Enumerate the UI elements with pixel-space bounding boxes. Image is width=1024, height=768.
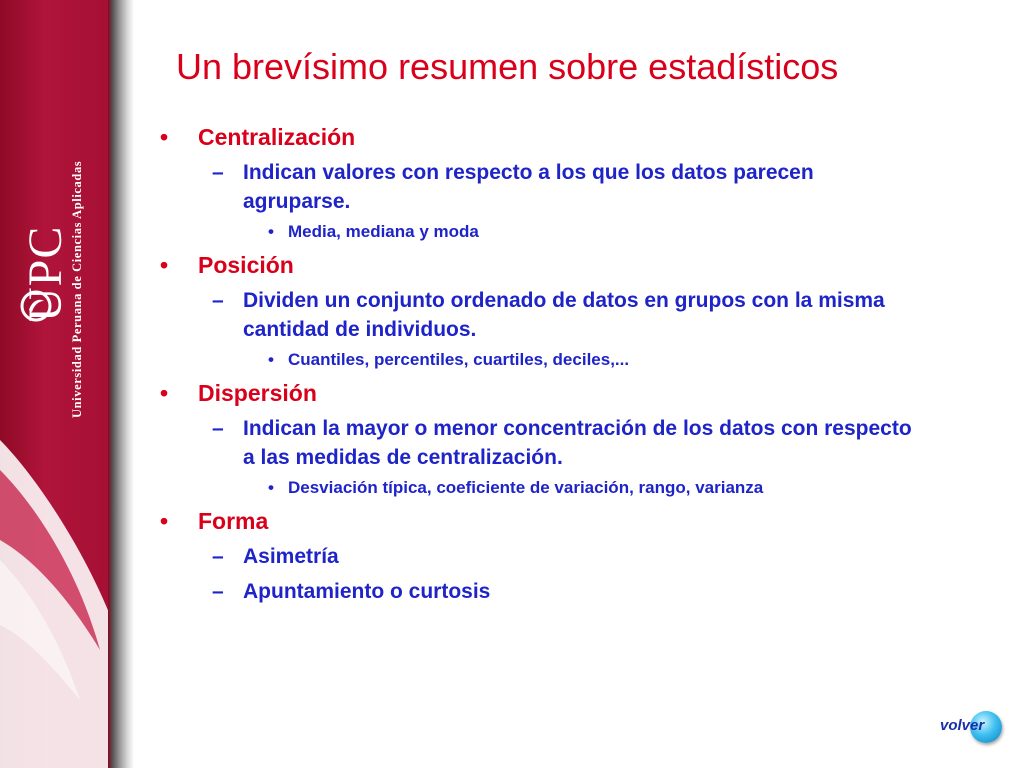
sidebar-brand-panel [0,0,112,768]
list-item-text: Apuntamiento o curtosis [243,580,491,603]
dash-icon: – [212,417,224,440]
sub-list-item-text: Desviación típica, coeficiente de variación, rango, varianza [288,478,764,497]
section-heading [160,250,920,280]
university-name: Universidad Peruana de Ciencias Aplicadas [70,160,84,418]
back-button-label: volver [940,717,985,734]
bullet-icon: • [160,380,169,406]
sub-list-item [160,220,920,244]
dash-icon: – [212,161,224,184]
list-item [160,414,920,472]
sub-list-item [160,476,920,500]
sub-list-item [160,348,920,372]
section-heading [160,122,920,152]
list-item [160,542,920,571]
small-bullet-icon: • [268,222,274,241]
sidebar-swoosh-decoration [0,0,112,768]
list-item [160,286,920,344]
sub-list-item-text: Media, mediana y moda [288,222,479,241]
slide-title: Un brevísimo resumen sobre estadísticos [176,46,839,87]
small-bullet-icon: • [268,478,274,497]
upc-logo-text: UPC [19,225,72,322]
section-heading-text: Forma [198,508,269,534]
dash-icon: – [212,289,224,312]
section-heading [160,378,920,408]
list-item [160,577,920,606]
list-item [160,158,920,216]
list-item-text: Asimetría [243,545,339,568]
slide-content [160,116,920,606]
section-heading-text: Centralización [198,124,356,150]
section-heading [160,506,920,536]
list-item-text: Indican valores con respecto a los que los datos parecen agruparse. [243,161,814,213]
sub-list-item-text: Cuantiles, percentiles, cuartiles, deciles,... [288,350,630,369]
back-button[interactable] [934,707,1010,747]
list-item-text: Dividen un conjunto ordenado de datos en grupos con la misma cantidad de individuos. [243,289,885,341]
bullet-icon: • [160,508,169,534]
small-bullet-icon: • [268,350,274,369]
list-item-text: Indican la mayor o menor concentración de los datos con respecto a las medidas de centralización. [243,417,912,469]
section-heading-text: Dispersión [198,380,317,406]
dash-icon: – [212,580,224,603]
bullet-icon: • [160,252,169,278]
dash-icon: – [212,545,224,568]
sidebar-edge-shadow [108,0,134,768]
bullet-icon: • [160,124,169,150]
section-heading-text: Posición [198,252,294,278]
